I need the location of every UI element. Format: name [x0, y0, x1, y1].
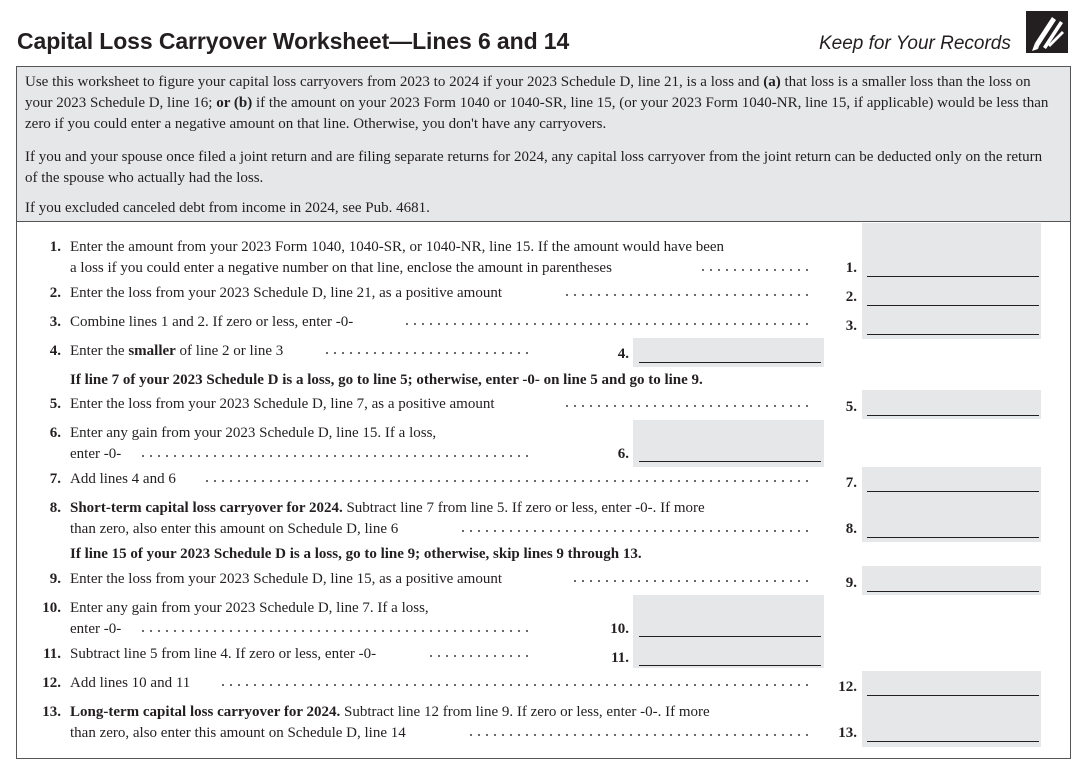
line-1-input[interactable]: [867, 257, 1039, 277]
instruction-note: If line 7 of your 2023 Schedule D is a loss, go to line 5; otherwise, enter -0- on line 5 and go to line 9.: [70, 372, 703, 388]
line-label: 11.: [611, 650, 629, 666]
line-number: 2.: [49, 285, 61, 301]
leader-dots: [139, 626, 529, 636]
line-10-text: enter -0-: [70, 621, 122, 637]
line-10-text: Enter any gain from your 2023 Schedule D, line 7. If a loss,: [70, 600, 429, 616]
line-number: 9.: [49, 571, 61, 587]
leader-dots: [699, 265, 809, 275]
line-8-text: Short-term capital loss carryover for 2024. Subtract line 7 from line 5. If zero or less, enter -0-. If more: [70, 500, 705, 516]
line-number: 13.: [42, 704, 61, 720]
line-number: 6.: [49, 425, 61, 441]
line-number: 5.: [49, 396, 61, 412]
line-10-input[interactable]: [639, 617, 821, 637]
line-label: 1.: [845, 260, 857, 276]
line-label: 9.: [845, 575, 857, 591]
leader-dots: [459, 526, 809, 536]
line-4-text: Enter the smaller of line 2 or line 3: [70, 343, 284, 359]
line-9-input[interactable]: [867, 572, 1039, 592]
line-label: 5.: [845, 399, 857, 415]
leader-dots: [427, 651, 529, 661]
leader-dots: [139, 451, 529, 461]
line-label: 7.: [845, 475, 857, 491]
leader-dots: [571, 576, 809, 586]
line-label: 13.: [838, 725, 857, 741]
page-title: Capital Loss Carryover Worksheet—Lines 6 and 14: [17, 28, 570, 54]
leader-dots: [467, 730, 809, 740]
leader-dots: [219, 680, 809, 690]
line-label: 6.: [617, 446, 629, 462]
leader-dots: [563, 401, 809, 411]
line-2-text: Enter the loss from your 2023 Schedule D, line 21, as a positive amount: [70, 285, 503, 301]
line-1-text: a loss if you could enter a negative number on that line, enclose the amount in parentheses: [70, 260, 612, 276]
instructions-paragraph-2: If you and your spouse once filed a joint return and are filing separate returns for 2024, any capital loss carryover from the joint return can be deducted only on the return of the spouse who actually had the loss.: [25, 149, 1043, 186]
line-label: 3.: [845, 318, 857, 334]
line-number: 11.: [43, 646, 61, 662]
line-6-text: enter -0-: [70, 446, 122, 462]
line-number: 1.: [49, 239, 61, 255]
line-label: 8.: [845, 521, 857, 537]
line-number: 7.: [49, 471, 61, 487]
line-13-input[interactable]: [867, 722, 1039, 742]
leader-dots: [563, 290, 809, 300]
line-7-text: Add lines 4 and 6: [70, 471, 176, 487]
line-6-text: Enter any gain from your 2023 Schedule D, line 15. If a loss,: [70, 425, 437, 441]
line-3-input[interactable]: [867, 315, 1039, 335]
keep-for-records-note: Keep for Your Records: [819, 33, 1011, 54]
line-label: 10.: [610, 621, 629, 637]
worksheet-box: [16, 66, 1071, 759]
line-7-input[interactable]: [867, 472, 1039, 492]
line-13-text: than zero, also enter this amount on Schedule D, line 14: [70, 725, 406, 741]
instructions-section: [17, 67, 1070, 222]
line-number: 8.: [49, 500, 61, 516]
pen-icon: [1026, 11, 1068, 53]
line-label: 4.: [617, 346, 629, 362]
line-8-text: than zero, also enter this amount on Schedule D, line 6: [70, 521, 399, 537]
line-number: 12.: [42, 675, 61, 691]
instructions-paragraph-1: Use this worksheet to figure your capital loss carryovers from 2023 to 2024 if your 2023 Schedule D, line 21, is a loss and (a) that loss is a smaller loss than the loss on your 2023 Schedule D, line 16; or (b) if the amount on your 2023 Form 1040 or 1040-SR, line 15, (or your 2023 Form 1040-NR, line 15, if applicable) would be less than zero if you could enter a negative amount on that line. Otherwise, you don't have any carryovers.: [25, 74, 1049, 132]
line-1-text: Enter the amount from your 2023 Form 1040, 1040-SR, or 1040-NR, line 15. If the amount would have been: [70, 239, 725, 255]
leader-dots: [403, 319, 809, 329]
instruction-note: If line 15 of your 2023 Schedule D is a loss, go to line 9; otherwise, skip lines 9 through 13.: [70, 546, 642, 562]
instructions-paragraph-3: If you excluded canceled debt from income in 2024, see Pub. 4681.: [25, 200, 430, 216]
line-9-text: Enter the loss from your 2023 Schedule D, line 15, as a positive amount: [70, 571, 503, 587]
line-5-text: Enter the loss from your 2023 Schedule D, line 7, as a positive amount: [70, 396, 495, 412]
line-13-text: Long-term capital loss carryover for 2024. Subtract line 12 from line 9. If zero or less, enter -0-. If more: [70, 704, 710, 720]
line-number: 4.: [49, 343, 61, 359]
line-label: 12.: [838, 679, 857, 695]
line-5-input[interactable]: [867, 396, 1039, 416]
leader-dots: [203, 476, 809, 486]
line-number: 10.: [42, 600, 61, 616]
line-number: 3.: [49, 314, 61, 330]
line-12-text: Add lines 10 and 11: [70, 675, 191, 691]
line-11-text: Subtract line 5 from line 4. If zero or less, enter -0-: [70, 646, 377, 662]
line-label: 2.: [845, 289, 857, 305]
line-2-input[interactable]: [867, 286, 1039, 306]
line-3-text: Combine lines 1 and 2. If zero or less, enter -0-: [70, 314, 354, 330]
line-11-input[interactable]: [639, 646, 821, 666]
line-12-input[interactable]: [867, 676, 1039, 696]
line-8-input[interactable]: [867, 518, 1039, 538]
line-6-input[interactable]: [639, 442, 821, 462]
line-4-input[interactable]: [639, 343, 821, 363]
leader-dots: [323, 348, 529, 358]
